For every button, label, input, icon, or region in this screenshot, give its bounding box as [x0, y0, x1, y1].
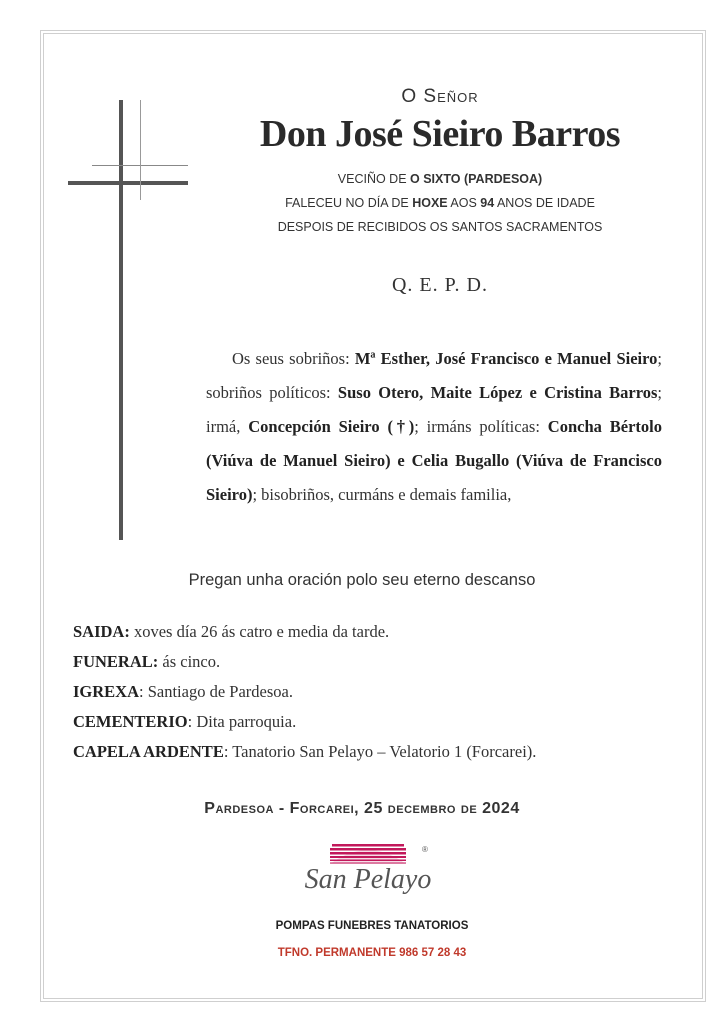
family-paragraph: [206, 342, 662, 512]
deceased-name: Don José Sieiro Barros: [259, 113, 621, 155]
detail-row: [73, 707, 536, 737]
family-text: Os seus sobriños:: [232, 349, 355, 368]
info-bold: O SIXTO (PARDESOA): [410, 172, 543, 186]
detail-value: ás cinco.: [158, 652, 221, 671]
family-text: ; irmá,: [206, 383, 662, 436]
registered-mark: ®: [422, 845, 428, 854]
detail-label: IGREXA: [73, 682, 140, 701]
cross-vertical-bar: [119, 100, 123, 540]
detail-label: SAIDA:: [73, 622, 130, 641]
detail-row: [73, 677, 536, 707]
detail-value: xoves día 26 ás catro e media da tarde.: [129, 622, 390, 641]
prayer-line: Pregan unha oración polo seu eterno descanso: [188, 571, 536, 589]
cross-thin-vertical: [140, 100, 141, 200]
family-text: ; bisobriños, curmáns e demais familia,: [252, 485, 512, 504]
company-name: POMPAS FUNEBRES TANATORIOS: [275, 920, 469, 932]
cross-horizontal-bar: [68, 181, 188, 185]
info-text: AOS: [447, 196, 481, 210]
logo-text: San Pelayo: [304, 864, 432, 895]
detail-label: CAPELA ARDENTE: [73, 742, 224, 761]
info-text: FALECEU NO DÍA DE: [285, 196, 413, 210]
family-bold: Concha Bértolo (Viúva de Manuel Sieiro) e Celia Bugallo (Viúva de Francisco Sieiro): [206, 417, 662, 504]
info-line-residence: [190, 172, 690, 186]
detail-value: : Santiago de Pardesoa.: [139, 682, 293, 701]
phone-number: TFNO. PERMANENTE 986 57 28 43: [277, 947, 467, 959]
family-text: ; sobriños políticos:: [206, 349, 662, 402]
detail-row: [73, 737, 536, 767]
service-details: [73, 617, 536, 767]
detail-row: [73, 617, 536, 647]
detail-label: CEMENTERIO: [73, 712, 188, 731]
info-line-sacraments: DESPOIS DE RECIBIDOS OS SANTOS SACRAMENTOS: [277, 220, 603, 234]
detail-value: : Tanatorio San Pelayo – Velatorio 1 (Forcarei).: [223, 742, 537, 761]
family-text: ; irmáns políticas:: [414, 417, 548, 436]
honorific: O Señor: [401, 86, 479, 107]
place-date: Pardesoa - Forcarei, 25 decembro de 2024: [204, 800, 520, 817]
info-text: ANOS DE IDADE: [494, 196, 595, 210]
info-bold: HOXE: [412, 196, 448, 210]
detail-value: : Dita parroquia.: [187, 712, 297, 731]
family-bold: Mª Esther, José Francisco e Manuel Sieiro: [354, 349, 658, 368]
san-pelayo-logo: [300, 838, 440, 900]
info-line-death: [190, 196, 690, 210]
family-bold: Concepción Sieiro (†): [248, 417, 415, 436]
detail-row: [73, 647, 536, 677]
detail-label: FUNERAL:: [73, 652, 159, 671]
info-text: VECIÑO DE: [337, 172, 411, 186]
info-bold: 94: [480, 196, 495, 210]
logo-sun-stripes: [330, 844, 406, 864]
family-bold: Suso Otero, Maite López e Cristina Barros: [337, 383, 658, 402]
qepd: Q. E. P. D.: [391, 274, 488, 296]
